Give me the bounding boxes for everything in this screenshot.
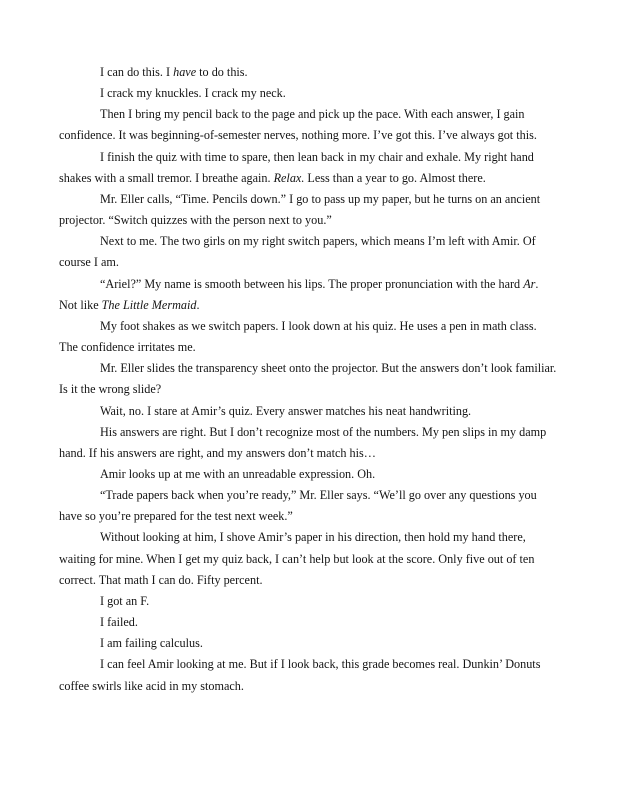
text-run: Mr. Eller slides the transparency sheet onto the projector. But the answers don’t look familiar. Is it the wrong slide? xyxy=(59,361,557,397)
text-run: Amir looks up at me with an unreadable expression. Oh. xyxy=(100,466,376,481)
paragraph xyxy=(59,231,558,273)
text-run: “Ariel?” My name is smooth between his lips. The proper pronunciation with the hard xyxy=(100,276,524,291)
paragraph xyxy=(59,189,558,231)
paragraph xyxy=(59,422,558,464)
text-run: I can do this. I xyxy=(100,65,174,79)
paragraph xyxy=(59,62,558,83)
manuscript-text xyxy=(59,62,558,697)
paragraph xyxy=(59,401,558,422)
paragraph xyxy=(59,633,558,654)
italic-text-run: The Little Mermaid xyxy=(101,297,197,312)
paragraph xyxy=(59,316,558,358)
text-run: Then I bring my pencil back to the page and pick up the pace. With each answer, I gain confidence. It was beginning-of-semester nerves, nothing more. I’ve got this. I’ve always got this. xyxy=(59,107,537,143)
text-run: I am failing calculus. xyxy=(100,636,203,651)
paragraph xyxy=(59,83,558,104)
paragraph xyxy=(59,104,558,146)
text-run: Mr. Eller calls, “Time. Pencils down.” I go to pass up my paper, but he turns on an ancient projector. “Switch quizzes with the person next to you.” xyxy=(59,191,541,228)
paragraph xyxy=(59,612,558,633)
paragraph xyxy=(59,654,558,696)
paragraph xyxy=(59,485,558,527)
paragraph xyxy=(59,527,558,590)
paragraph xyxy=(59,591,558,612)
text-run: Less than a year to go. Almost there. xyxy=(304,170,486,185)
text-run: Without looking at him, I shove Amir’s paper in his direction, then hold my hand there, waiting for mine. When I get my quiz back, I can’t help but look at the score. Only five out of ten correct. That math I can do. Fifty percent. xyxy=(59,530,535,587)
italic-text-run: have xyxy=(173,65,197,79)
text-run: I crack my knuckles. I crack my neck. xyxy=(100,86,286,101)
text-run: His answers are right. But I don’t recognize most of the numbers. My pen slips in my damp hand. If his answers are right, and my answers don’t match his… xyxy=(59,424,547,460)
text-run: I failed. xyxy=(100,615,138,630)
paragraph xyxy=(59,274,558,316)
text-run: I can feel Amir looking at me. But if I look back, this grade becomes real. Dunkin’ Donuts coffee swirls like acid in my stomach. xyxy=(59,657,541,693)
text-run: I got an F. xyxy=(100,593,150,608)
text-run: “Trade papers back when you’re ready,” Mr. Eller says. “We’ll go over any questions you have so you’re prepared for the test next week.” xyxy=(59,488,537,524)
paragraph xyxy=(59,147,558,189)
text-run: I finish the quiz with time to spare, then lean back in my chair and exhale. My right hand shakes with a small tremor. I breathe again. xyxy=(59,149,534,185)
text-run: Wait, no. I stare at Amir’s quiz. Every answer matches his neat handwriting. xyxy=(100,403,472,418)
paragraph xyxy=(59,358,558,400)
text-run: . xyxy=(196,297,200,312)
text-run: . Not like xyxy=(59,276,539,312)
italic-text-run: Ar xyxy=(523,276,536,291)
text-run: to do this. xyxy=(196,65,248,79)
text-run: My foot shakes as we switch papers. I look down at his quiz. He uses a pen in math class. The confidence irritates me. xyxy=(59,318,537,355)
paragraph xyxy=(59,464,558,485)
italic-text-run: Relax. xyxy=(273,170,305,185)
text-run: Next to me. The two girls on my right switch papers, which means I’m left with Amir. Of course I am. xyxy=(59,234,536,270)
